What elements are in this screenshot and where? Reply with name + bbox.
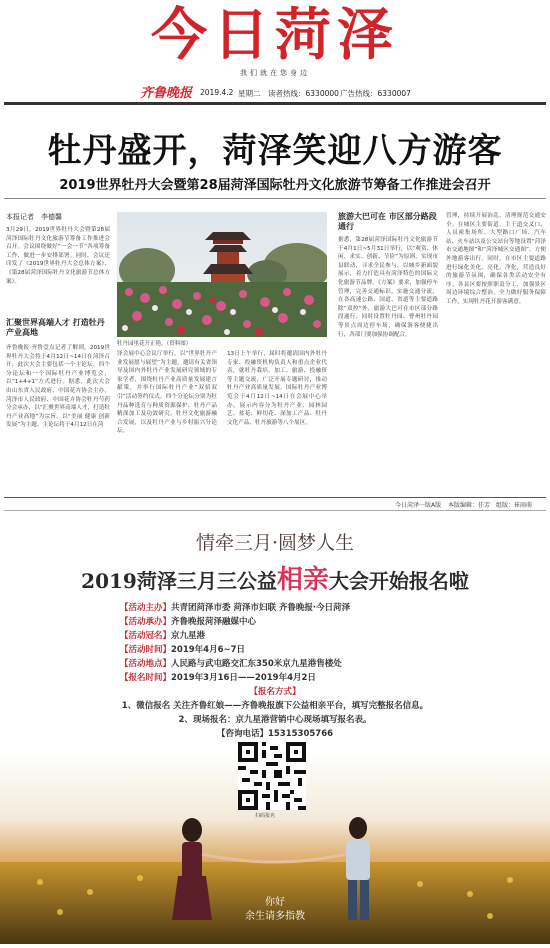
ad-hotline: 广告热线：6330007: [340, 89, 411, 98]
masthead-rule: [4, 102, 546, 105]
ad-title-highlight: 相亲: [276, 565, 329, 595]
qr-code[interactable]: [238, 742, 306, 810]
ad-item-label: 【活动冠名】: [120, 631, 172, 641]
ad-method-onsite: 2、现场报名：京九星港营销中心现场填写报名表。: [178, 715, 372, 725]
ad-item-signup-time: [120, 672, 316, 684]
ad-item-organizer: [120, 602, 350, 614]
ad-method-wechat: 1、微信报名 关注齐鲁红娘——齐鲁晚报旗下公益相亲平台，填写完整报名信息。: [121, 701, 429, 711]
ad-item-time: [120, 644, 245, 656]
peony-garden-photo: [117, 212, 327, 337]
photo-caption: 牡丹园里花开正艳。（资料图）: [117, 341, 192, 347]
ad-item-value: 人民路与武屯路交汇东350米京九星港售楼处: [171, 659, 342, 669]
ad-footer-line-1: 你好: [265, 897, 285, 908]
ad-hotline: 【咨询电话】15315305766: [216, 729, 334, 739]
article-col-3: 13日上午举行，届时将邀请国内外牡丹专家、投融资机构负责人和重点企业代表，就牡丹栽培、加工、旅游、投融资等主题交流，广泛开展专题研讨，推动牡丹产业高质量发展。国际牡丹产业博览会于4月12日~14日在会展中心举办，展示内容分为牡丹产业、园林园艺、盆花、鲜切花、深加工产品、牡丹文化产品、牡丹旅游等八个展区。: [227, 351, 327, 426]
section-head-talent: 汇聚世界高端人才 打造牡丹产业高地: [6, 318, 105, 337]
ad-item-host: [120, 616, 256, 628]
ad-item-value: 京九星港: [171, 631, 206, 641]
ad-item-label: 【活动时间】: [120, 645, 172, 655]
article-col-1-body: 齐鲁晚报·齐鲁壹点记者了解到，2019世界牡丹大会将于4月12日~14日在菏泽召开，此次大会主要包括一个主论坛、四个分论坛和一个国际牡丹产业博览会，以“1+4+1”方式进行。据悉，此次大会由山东省人民政府、中国花卉协会主办，菏泽市人民政府、中国花卉协会牡丹芍药分会承办，以“汇聚世界高端人才，打造牡丹产业高地”为宗旨，以“美丽 健康 创新 发展”为主题。主论坛将于4月12日在菏: [6, 345, 110, 429]
ad-item-value: 共青团菏泽市委 菏泽市妇联 齐鲁晚报·今日菏泽: [171, 603, 351, 613]
page-number: 今日菏泽一版A版: [395, 502, 442, 509]
ad-title-before: 2019菏泽三月三公益: [81, 569, 277, 593]
ad-footer-line-2: 余生请多指教: [245, 911, 305, 922]
headline-rule: [4, 198, 546, 199]
article-col-4: 据悉，第28届菏泽国际牡丹文化旅游节于4月1日~5月31日举行，以“观赏、休闲、求实、创新、节俭”为原则，实现市县联动，寻求全民参与，以城乡新面貌展示，着力打造具有菏泽特色的国际文化旅游节品牌。《方案》要求，加强停车管理，完善交通标识，实施交通分流，在各高速公路、国道、省道等主要道路除“双控”外，旅游大巴可在市区部分路段通行。同时设置牡丹园、曹州牡丹园等景点周边停车场，确保游客便捷出行，各部门要加强协调配合。: [338, 237, 438, 338]
article-col-5: 管理，持续开展治乱，清理规范交通安全。在城区主要街道、主干道交叉口、人员密集场所、大型路口广场、汽车站、火车站以及公交站台等地设置“菏泽市交通地图”和“菏泽城区交通图”，方便外地游客出行。同时，在市区主要道路进行绿化美化、亮化、净化，营造良好的旅游节氛围，确保各类活动安全有序。各县区要按照职责分工，加强景区周边环境综合整治，全力做好服务保障工作，实现牡丹花开游客满意。: [446, 213, 546, 305]
ad-title: [0, 565, 550, 596]
ad-item-label: 【活动承办】: [120, 617, 172, 627]
ad-item-value: 2019年4月6~7日: [171, 645, 246, 655]
masthead-slogan: 我们就在您身边: [240, 69, 310, 77]
newspaper-logo: 齐鲁晚报: [140, 86, 193, 101]
ad-divider: [4, 510, 546, 511]
footer-rule: [4, 497, 546, 498]
ad-item-label: 【活动主办】: [120, 603, 172, 613]
masthead-title: 今日菏泽: [151, 3, 399, 68]
ad-item-value: 2019年3月16日——2019年4月2日: [171, 673, 316, 683]
ad-method-head: 【报名方式】: [249, 687, 301, 697]
byline: 本报记者 李德馨: [6, 213, 62, 221]
article-col-2: 泽会展中心会议厅举行，以“世界牡丹产业发展愿与展望”为主题，邀请有关省领导及国内外牡丹产业发展研究领域的专家学者，围绕牡丹产业高质量发展建言献策，并举行国际牡丹产业“双招双引”活动签约仪式。四个分论坛分别为牡丹品种选育与种质资源保护、牡丹产品精深加工及功效研究、牡丹文化旅游融合发展，以及牡丹产业与乡村振兴分论坛。: [117, 351, 217, 435]
editor-credit: 本版编辑：任芳 组版：崔雨萌: [448, 502, 533, 509]
section-head-tour-bus: 旅游大巴可在 市区部分路段通行: [338, 212, 437, 231]
headline: 牡丹盛开，菏泽笑迎八方游客: [47, 131, 503, 171]
ad-item-location: [120, 658, 342, 670]
ad-item-sponsor: [120, 630, 205, 642]
ad-title-after: 大会开始报名啦: [328, 569, 469, 593]
ad-item-label: 【报名时间】: [120, 673, 172, 683]
reader-hotline: 读者热线：6330000: [268, 89, 339, 98]
article-col-1-intro: 3月29日，2019世界牡丹大会暨第28届菏泽国际牡丹文化旅游节筹备工作推进会召开。会议围绕做好“一会一节”各项筹备工作，做进一步安排部署。同时，会议还印发了《2019世界牡丹大会总体方案》、《第28届菏泽国际牡丹文化旅游节总体方案》。: [6, 227, 110, 285]
ad-tagline: 情牵三月·圆梦人生: [195, 532, 355, 554]
qr-caption: 扫码报名: [255, 813, 276, 819]
subheadline: 2019世界牡丹大会暨第28届菏泽国际牡丹文化旅游节筹备工作推进会召开: [59, 178, 491, 193]
issue-date: 2019.4.2: [200, 88, 234, 97]
ad-item-label: 【活动地点】: [120, 659, 172, 669]
ad-footer: [0, 896, 550, 924]
issue-weekday: 星期二: [238, 89, 261, 98]
ad-item-value: 齐鲁晚报菏泽融媒中心: [171, 617, 257, 627]
